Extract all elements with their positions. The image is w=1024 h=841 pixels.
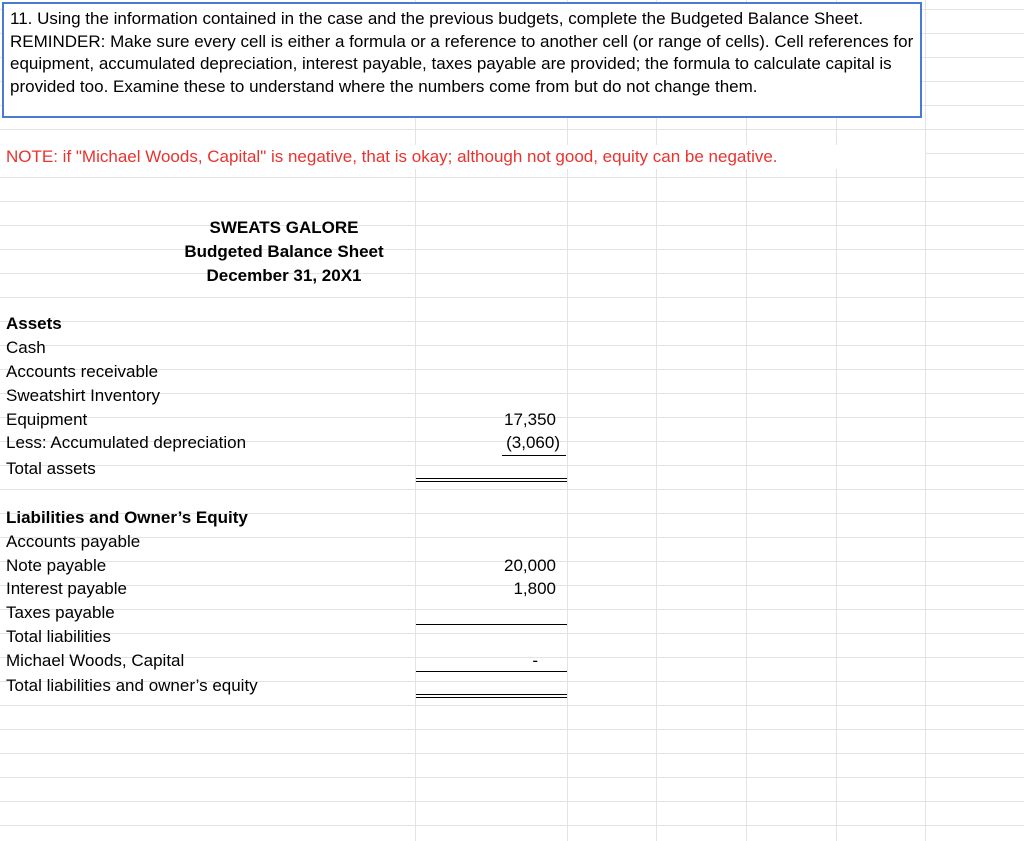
accum-dep-label[interactable]: Less: Accumulated depreciation <box>6 433 247 452</box>
capital-label[interactable]: Michael Woods, Capital <box>6 651 185 670</box>
company-name[interactable]: SWEATS GALORE <box>209 218 359 237</box>
note-payable-value[interactable]: 20,000 <box>504 556 556 575</box>
column-divider <box>925 0 926 841</box>
column-divider <box>836 0 837 841</box>
sheet-date[interactable]: December 31, 20X1 <box>206 266 362 285</box>
column-divider <box>656 0 657 841</box>
inventory-label[interactable]: Sweatshirt Inventory <box>6 386 161 405</box>
note-cell[interactable] <box>0 145 925 169</box>
instructions-text: 11. Using the information contained in the case and the previous budgets, complete the Budgeted Balance Sheet. REMINDER: Make sure every cell is either a formula or a reference to another cell (or range of cells). Cell references for equipment, accumulated depreciation, interest payable, taxes payable are provided; the formula to calculate capital is provided too. Examine these to understand where the numbers come from but do not change them. <box>10 9 914 96</box>
column-divider <box>415 0 416 841</box>
column-divider <box>746 0 747 841</box>
interest-payable-value[interactable]: 1,800 <box>513 579 556 598</box>
instructions-cell[interactable] <box>2 2 922 118</box>
cash-label[interactable]: Cash <box>6 338 46 357</box>
double-underline-top <box>416 478 567 479</box>
double-underline-top <box>416 694 567 695</box>
note-payable-label[interactable]: Note payable <box>6 556 107 575</box>
total-liabilities-label[interactable]: Total liabilities <box>6 627 111 646</box>
accounts-payable-label[interactable]: Accounts payable <box>6 532 141 551</box>
sheet-title[interactable]: Budgeted Balance Sheet <box>184 242 384 261</box>
assets-heading[interactable]: Assets <box>6 314 62 333</box>
double-underline-bottom <box>416 697 567 698</box>
equipment-label[interactable]: Equipment <box>6 410 88 429</box>
underline <box>502 455 566 456</box>
accounts-receivable-label[interactable]: Accounts receivable <box>6 362 159 381</box>
total-assets-label[interactable]: Total assets <box>6 459 96 478</box>
equipment-value[interactable]: 17,350 <box>504 410 556 429</box>
total-liab-equity-label[interactable]: Total liabilities and owner’s equity <box>6 676 258 695</box>
taxes-payable-label[interactable]: Taxes payable <box>6 603 115 622</box>
underline <box>416 624 567 625</box>
interest-payable-label[interactable]: Interest payable <box>6 579 127 598</box>
double-underline-bottom <box>416 481 567 482</box>
underline <box>416 671 567 672</box>
note-text: NOTE: if "Michael Woods, Capital" is negative, that is okay; although not good, equity can be negative. <box>6 147 778 166</box>
capital-value[interactable]: - <box>532 651 538 670</box>
liabilities-heading[interactable]: Liabilities and Owner’s Equity <box>6 508 248 527</box>
accum-dep-value[interactable]: (3,060) <box>506 433 560 452</box>
column-divider <box>567 0 568 841</box>
